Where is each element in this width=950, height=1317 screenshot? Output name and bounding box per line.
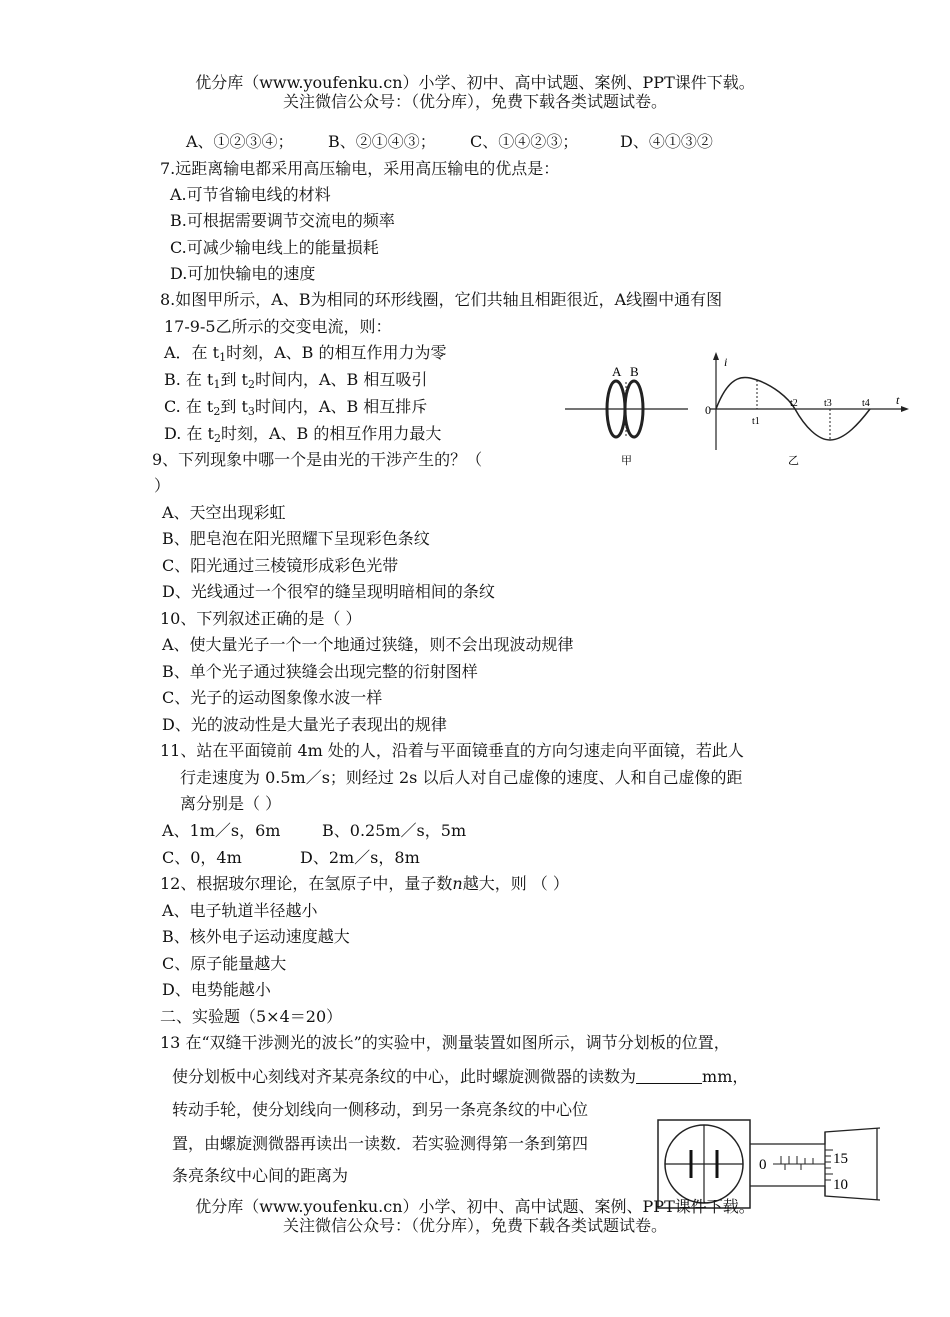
q8-stem-1: 8.如图甲所示，A、B为相同的环形线圈，它们共轴且相距很近，A线圈中通有图 (160, 290, 723, 309)
coil-figure (565, 364, 688, 467)
q9-stem-2: ） (154, 476, 171, 495)
q8-option-c: C. 在 $t_2$到 $t_3$时间内，A、B 相互排斥 (164, 397, 428, 418)
scale-10: 10 (833, 1177, 848, 1193)
q12-option-d: D、电势能越小 (162, 980, 271, 999)
t3-label: t3 (824, 398, 832, 409)
q9-option-c: C、阳光通过三棱镜形成彩色光带 (162, 556, 399, 575)
q8-option-d: D. 在 $t_2$时刻，A、B 的相互作用力最大 (164, 424, 442, 445)
scale-zero: 0 (759, 1157, 767, 1173)
t4-label: t4 (862, 398, 870, 409)
q6-option-c: C、①④②③； (470, 132, 579, 151)
current-graph (705, 352, 909, 467)
q13-line-3: 转动手轮，使分划线向一侧移动，到另一条亮条纹的中心位 (172, 1100, 589, 1119)
q12-option-b: B、核外电子运动速度越大 (162, 927, 350, 946)
q11-stem-2: 行走速度为 0.5m／s；则经过 2s 以后人对自己虚像的速度、人和自己虚像的距 (180, 768, 743, 787)
q12-option-c: C、原子能量越大 (162, 954, 287, 973)
q10-option-a: A、使大量光子一个一个地通过狭缝，则不会出现波动规律 (162, 635, 574, 654)
q7-option-c: C.可减少输电线上的能量损耗 (170, 238, 379, 257)
q13-line-2: 使分划板中心刻线对齐某亮条纹的中心，此时螺旋测微器的读数为 mm， (172, 1067, 749, 1086)
q9-option-b: B、肥皂泡在阳光照耀下呈现彩色条纹 (162, 529, 430, 548)
q11-stem-3: 离分别是（ ） (180, 794, 282, 813)
q8-figure (560, 352, 910, 467)
q9-option-a: A、天空出现彩虹 (162, 503, 286, 522)
q9-option-d: D、光线通过一个很窄的缝呈现明暗相间的条纹 (162, 582, 495, 601)
q10-stem: 10、下列叙述正确的是（ ） (160, 609, 362, 628)
q11-option-a: A、1m／s，6m (162, 821, 281, 840)
q6-option-b: B、②①④③； (328, 132, 436, 151)
axis-i-label: i (724, 355, 728, 369)
answer-blank[interactable] (636, 1067, 702, 1084)
footer-line-1: 优分库（www.youfenku.cn）小学、初中、高中试题、案例、PPT课件下载。 (195, 1197, 755, 1216)
q9-stem-1: 9、下列现象中哪一个是由光的干涉产生的？（ (152, 450, 483, 469)
q11-option-d: D、2m／s，8m (300, 848, 420, 867)
q7-option-b: B.可根据需要调节交流电的频率 (170, 211, 395, 230)
q7-option-d: D.可加快输电的速度 (170, 264, 316, 283)
q8-option-a: A．在 $t_1$时刻，A、B 的相互作用力为零 (164, 343, 447, 364)
q10-option-d: D、光的波动性是大量光子表现出的规律 (162, 715, 447, 734)
q13-line-1: 13 在“双缝干涉测光的波长”的实验中，测量装置如图所示，调节分划板的位置， (160, 1033, 730, 1052)
q10-option-c: C、光子的运动图象像水波一样 (162, 688, 383, 707)
q13-line-4: 置，由螺旋测微器再读出一读数．若实验测得第一条到第四 (172, 1134, 589, 1153)
q12-stem: 12、根据玻尔理论，在氢原子中，量子数n越大，则 （ ） (160, 874, 569, 893)
t1-label: t1 (752, 416, 760, 427)
header-line-1: 优分库（www.youfenku.cn）小学、初中、高中试题、案例、PPT课件下载。 (195, 73, 755, 92)
q10-option-b: B、单个光子通过狭缝会出现完整的衍射图样 (162, 662, 478, 681)
q6-option-a: A、①②③④； (186, 132, 294, 151)
label-yi: 乙 (788, 455, 799, 467)
q6-option-d: D、④①③② (620, 132, 713, 151)
t2-label: t2 (790, 398, 798, 409)
label-jia: 甲 (621, 455, 632, 467)
section-2-title: 二、实验题（5×4＝20） (160, 1007, 343, 1026)
q7-option-a: A.可节省输电线的材料 (170, 185, 331, 204)
coil-a-label: A (612, 364, 622, 379)
axis-t-label: t (896, 393, 900, 407)
header-line-2: 关注微信公众号：（优分库），免费下载各类试题试卷。 (282, 92, 667, 111)
q7-stem: 7.远距离输电都采用高压输电，采用高压输电的优点是： (160, 159, 560, 178)
q11-option-c: C、0，4m (162, 848, 242, 867)
coil-b-label: B (630, 364, 639, 379)
q11-option-b: B、0.25m／s，5m (322, 821, 467, 840)
origin-label: 0 (705, 403, 711, 417)
scale-15: 15 (833, 1151, 848, 1167)
footer-line-2: 关注微信公众号：（优分库），免费下载各类试题试卷。 (282, 1216, 667, 1235)
q12-option-a: A、电子轨道半径越小 (162, 901, 318, 920)
q11-stem-1: 11、站在平面镜前 4m 处的人，沿着与平面镜垂直的方向匀速走向平面镜，若此人 (160, 741, 744, 760)
q8-option-b: B. 在 $t_1$到 $t_2$时间内，A、B 相互吸引 (164, 370, 428, 391)
q8-stem-2: 17-9-5乙所示的交变电流，则： (164, 317, 392, 336)
q13-line-5: 条亮条纹中心间的距离为 (172, 1166, 349, 1185)
